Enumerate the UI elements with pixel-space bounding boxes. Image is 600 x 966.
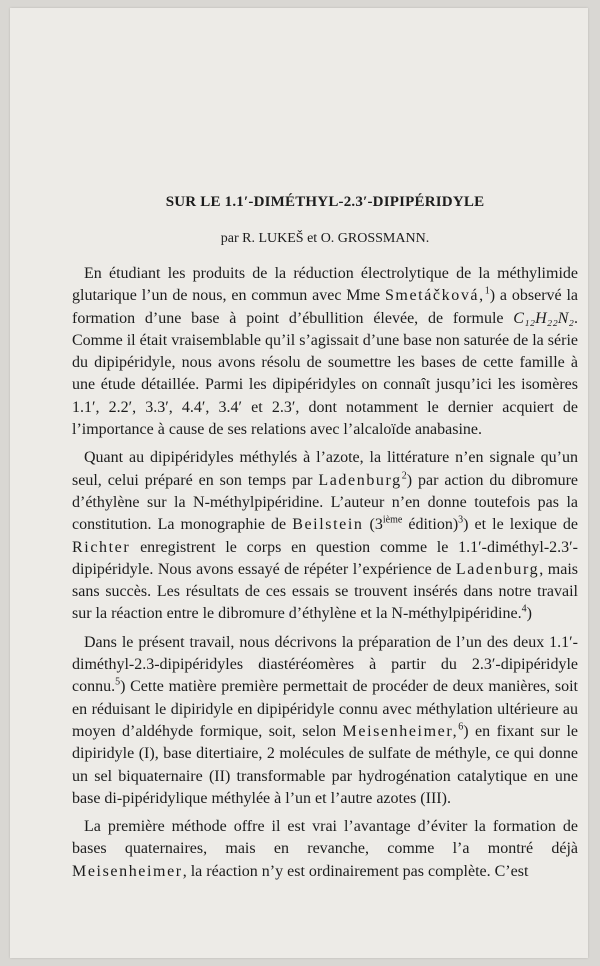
paragraph-2: Quant au dipipéridyles méthylés à l’azote, la littérature n’en signale qu’un seul, celui préparé en son temps par Ladenburg$^2$) par action du dibromure d’éthylène sur la N-méthylpipéridine. L’auteur n’en donne toutefois pas la constitution. La monographie de Beilstein (3ième édition)$^3$) et le lexique de Richter enregistrent le corps en question comme le 1.1′-diméthyl-2.3′-dipipéridyle. Nous avons essayé de répéter l’expérience de Ladenburg, mais sans succès. Les résultats de ces essais se trouvent insérés dans notre travail sur la réaction entre le dibromure d’éthylène et la N-méthylpipéridine.$^4$) [72,449,579,623]
paper-page [10,8,588,958]
footnote-ref: 6 [458,721,464,733]
author-name: Beilstein [292,516,364,534]
footnote-ref: 1 [484,285,490,297]
author-name: Ladenburg [318,471,402,489]
author-name: Smetáčková, [384,287,485,305]
author-name: Meisenheimer, [342,722,459,740]
footnote-ref: 5 [115,677,121,689]
author-name: Richter [72,538,131,556]
article-body [72,194,578,889]
author-name: Ladenburg [455,560,540,578]
paragraph-4: La première méthode offre il est vrai l’avantage d’éviter la formation de bases quaternaires, mais en revanche, comme l’a montré déjà Meisenheimer, la réaction n’y est ordinairement pas complète. C’est [72,818,578,880]
chemical-formula: C₁₂H₂₂N₂ [513,309,574,327]
paragraph-1: En étudiant les produits de la réduction électrolytique de la méthylimide glutarique l’un de nous, en commun avec Mme Smetáčková,$^1$) a observé la formation d’une base à point d’ébullition élevée, de formule C₁₂H₂₂N₂. Comme il était vraisemblable qu’il s’agissait d’une base non saturée de la série du dipipéridyle, nous avons résolu de soumettre les bases de cette famille à une étude détaillée. Parmi les dipipéridyles on connaît jusqu’ici les isomères 1.1′, 2.2′, 3.3′, 4.4′, 3.4′ et 2.3′, dont notamment le dernier acquiert de l’importance à cause de ses relations avec l’alcaloïde anabasine. [72,265,579,439]
author-name: Meisenheimer [72,862,183,880]
footnote-ref: 2 [401,470,407,482]
footnote-ref: 4 [521,604,527,616]
footnote-ref: 3 [458,514,464,526]
article-byline: par R. LUKEŠ et O. GROSSMANN. [220,231,430,246]
article-title: SUR LE 1.1′-DIMÉTHYL-2.3′-DIPIPÉRIDYLE [165,194,485,210]
edition-superscript: ième [382,514,403,526]
paragraph-3: Dans le présent travail, nous décrivons la préparation de l’un des deux 1.1′-diméthyl-2.3-dipipéridyles diastéréomères à partir du 2.3′-dipipéridyle connu.$^5$) Cette matière première permettait de procéder de deux manières, soit en réduisant le dipiridyle en dipipéridyle connu avec méthylation ultérieure au moyen d’aldéhyde formique, soit, selon Meisenheimer,$^6$) en fixant sur le dipiridyle (I), base ditertiaire, 2 molécules de sulfate de méthyle, ce qui donne un sel biquaternaire (II) transformable par hydrogénation catalytique en une base di-pipéridylique méthylée à l’un et l’autre azotes (III). [72,633,578,807]
